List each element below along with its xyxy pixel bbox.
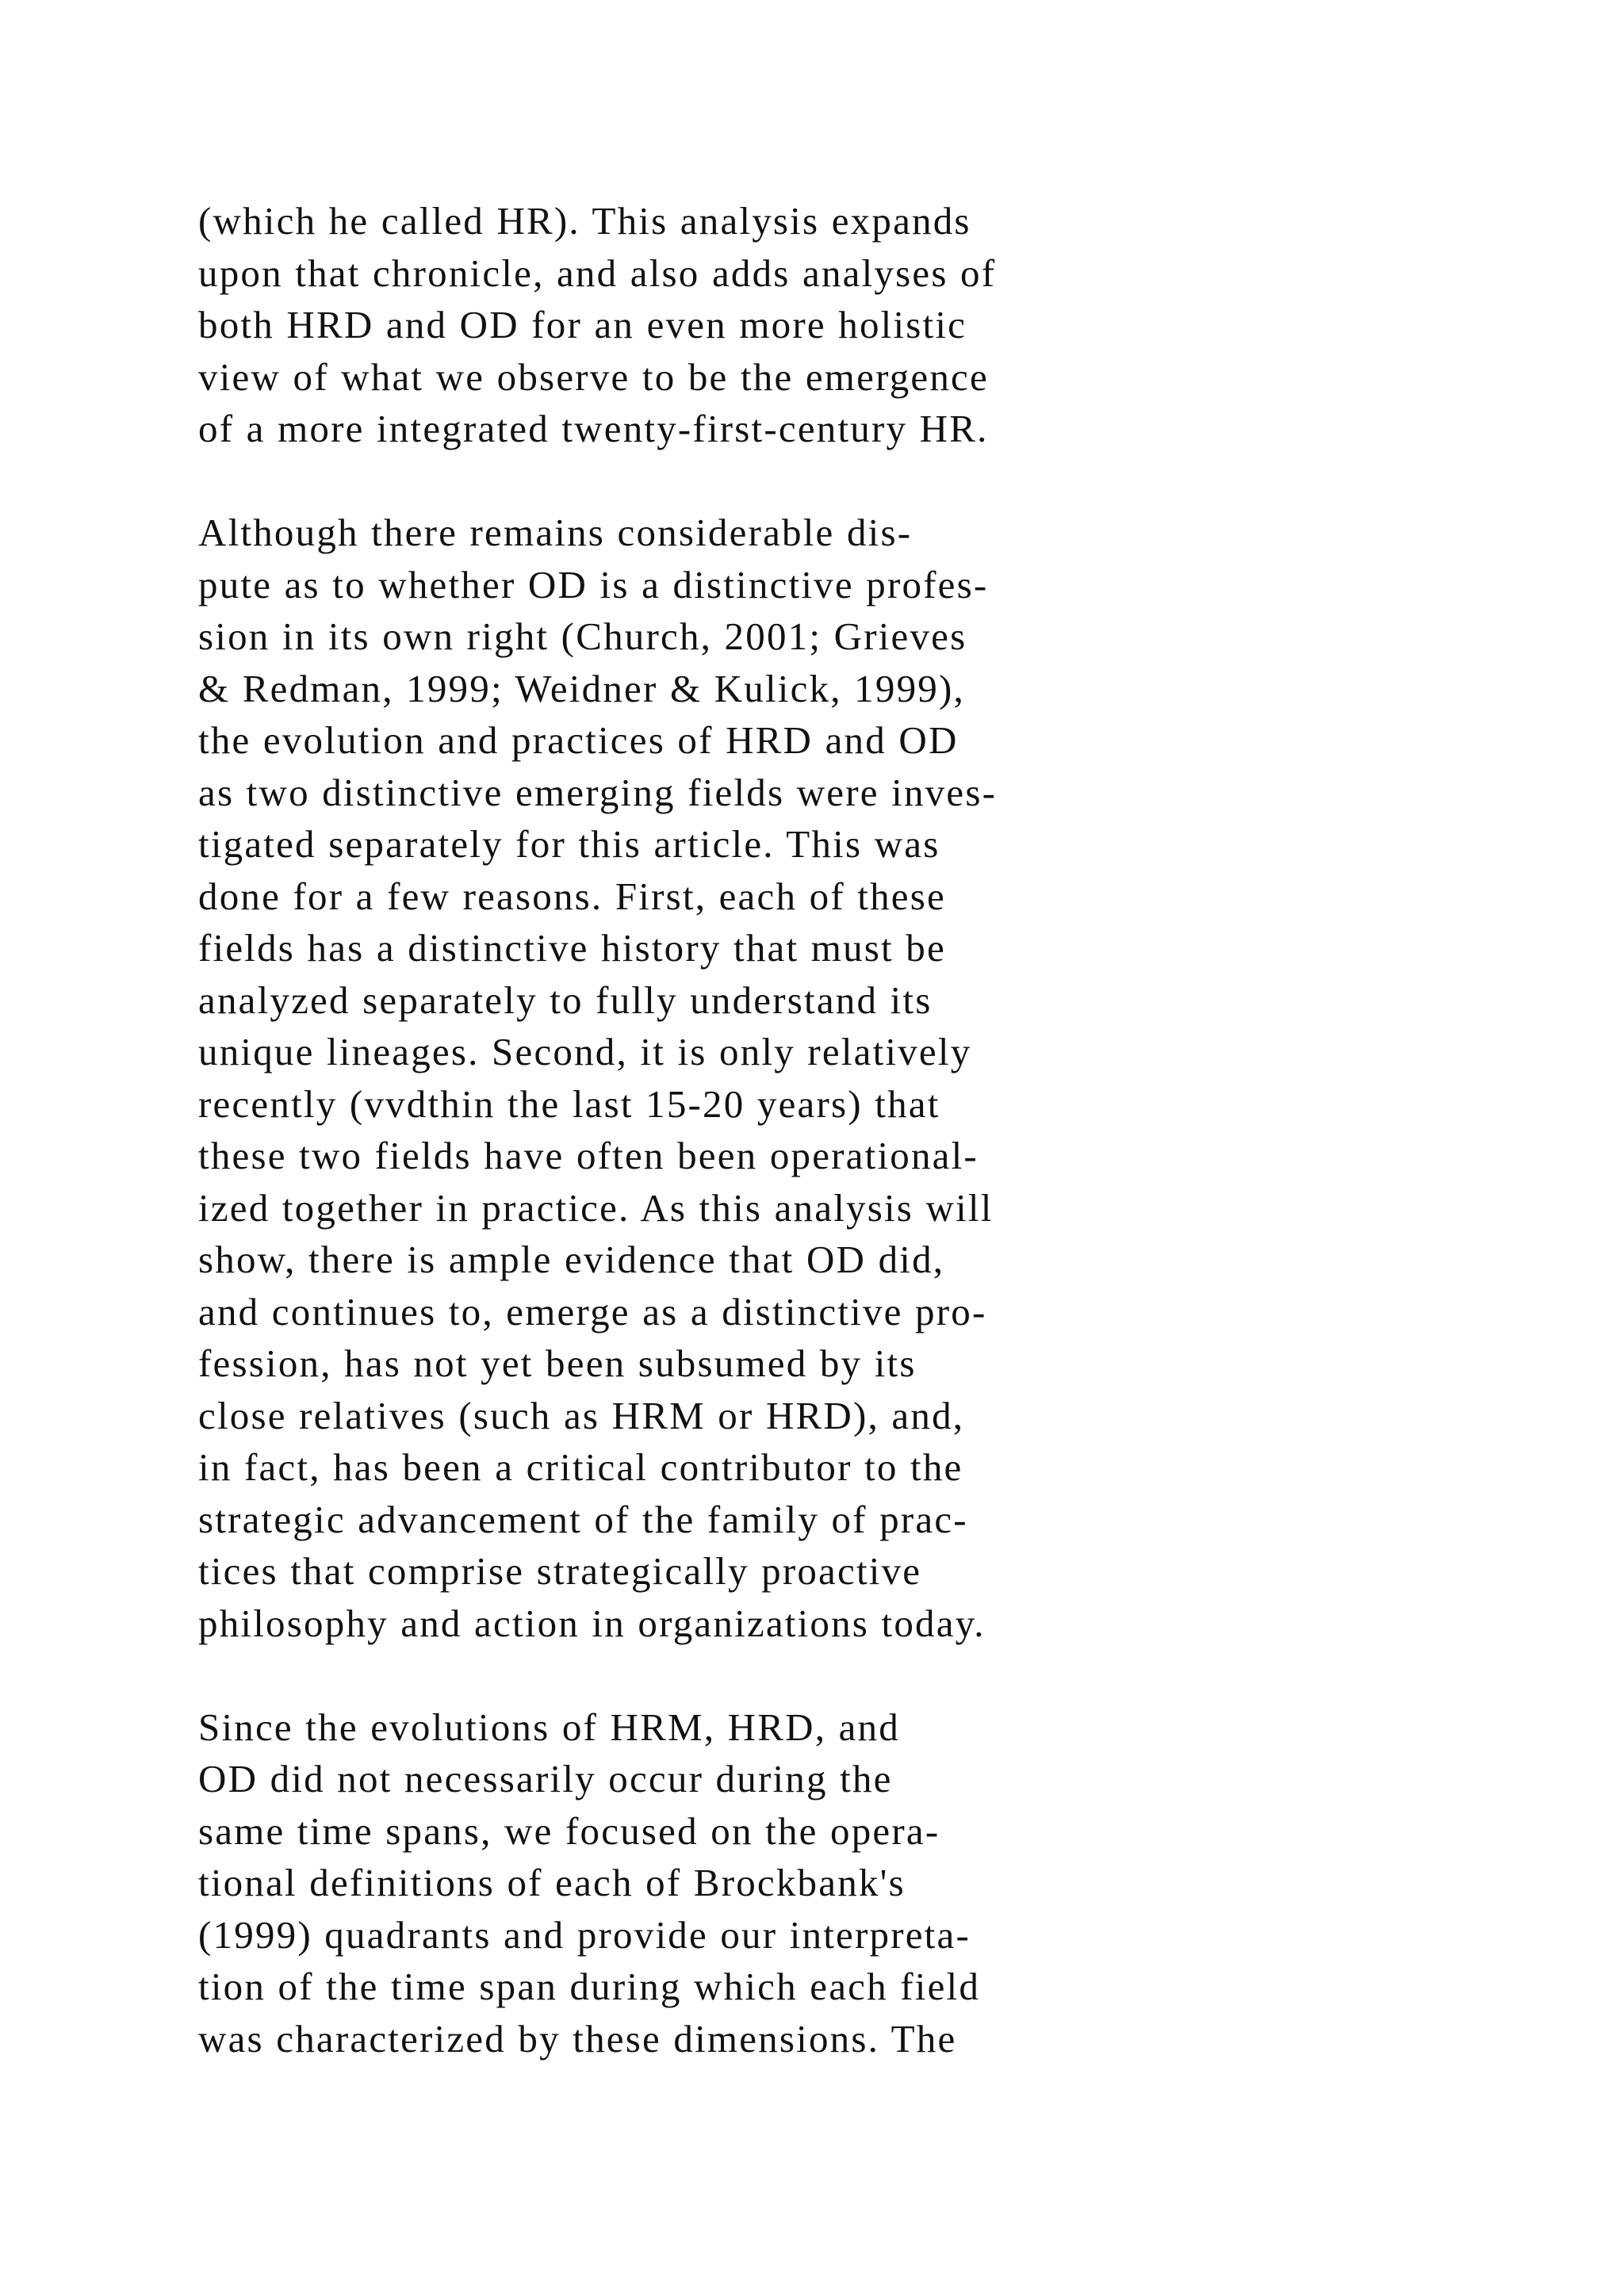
text-line: tion of the time span during which each field (198, 1965, 981, 2008)
text-line: fession, has not yet been subsumed by its (198, 1341, 917, 1385)
text-line: fields has a distinctive history that must be (198, 926, 946, 970)
paragraph-3 (198, 1701, 1435, 2065)
text-line: and continues to, emerge as a distinctive pro- (198, 1289, 987, 1334)
text-line: close relatives (such as HRM or HRD), and, (198, 1393, 965, 1437)
text-line: & Redman, 1999; Weidner & Kulick, 1999), (198, 666, 965, 710)
text-line: of a more integrated twenty-first-century HR. (198, 407, 989, 450)
text-line: upon that chronicle, and also adds analyses of (198, 251, 997, 295)
paragraph-gap (198, 1649, 1435, 1701)
text-line: both HRD and OD for an even more holistic (198, 303, 967, 346)
text-line: in fact, has been a critical contributor to the (198, 1445, 963, 1489)
paragraph-gap (198, 455, 1435, 507)
text-line: OD did not necessarily occur during the (198, 1757, 893, 1800)
text-line: as two distinctive emerging fields were inves- (198, 770, 998, 814)
text-line: these two fields have often been operational- (198, 1134, 979, 1177)
text-line: ized together in practice. As this analysis will (198, 1185, 994, 1230)
text-line: was characterized by these dimensions. The (198, 2016, 957, 2061)
text-line: (1999) quadrants and provide our interpreta- (198, 1912, 971, 1957)
text-line: unique lineages. Second, it is only relatively (198, 1030, 972, 1073)
text-line: (which he called HR). This analysis expands (198, 199, 971, 243)
text-line: analyzed separately to fully understand its (198, 978, 933, 1022)
paragraph-1 (198, 195, 1435, 455)
text-line: done for a few reasons. First, each of these (198, 874, 946, 918)
text-line: same time spans, we focused on the opera- (198, 1808, 940, 1853)
text-line: Although there remains considerable dis- (198, 511, 913, 554)
text-line: tigated separately for this article. This was (198, 822, 940, 866)
paragraph-2 (198, 507, 1435, 1649)
text-line: recently (vvdthin the last 15-20 years) that (198, 1081, 940, 1126)
text-line: pute as to whether OD is a distinctive profes- (198, 562, 989, 607)
text-line: philosophy and action in organizations today. (198, 1601, 986, 1645)
text-line: strategic advancement of the family of prac- (198, 1497, 968, 1541)
text-line: tices that comprise strategically proactive (198, 1549, 922, 1593)
text-line: the evolution and practices of HRD and OD (198, 718, 959, 762)
text-line: Since the evolutions of HRM, HRD, and (198, 1705, 900, 1749)
text-line: show, there is ample evidence that OD did, (198, 1238, 945, 1281)
text-column (198, 195, 1435, 2064)
text-line: view of what we observe to be the emergence (198, 354, 989, 399)
text-line: tional definitions of each of Brockbank's (198, 1861, 906, 1904)
text-line: sion in its own right (Church, 2001; Grieves (198, 614, 967, 658)
